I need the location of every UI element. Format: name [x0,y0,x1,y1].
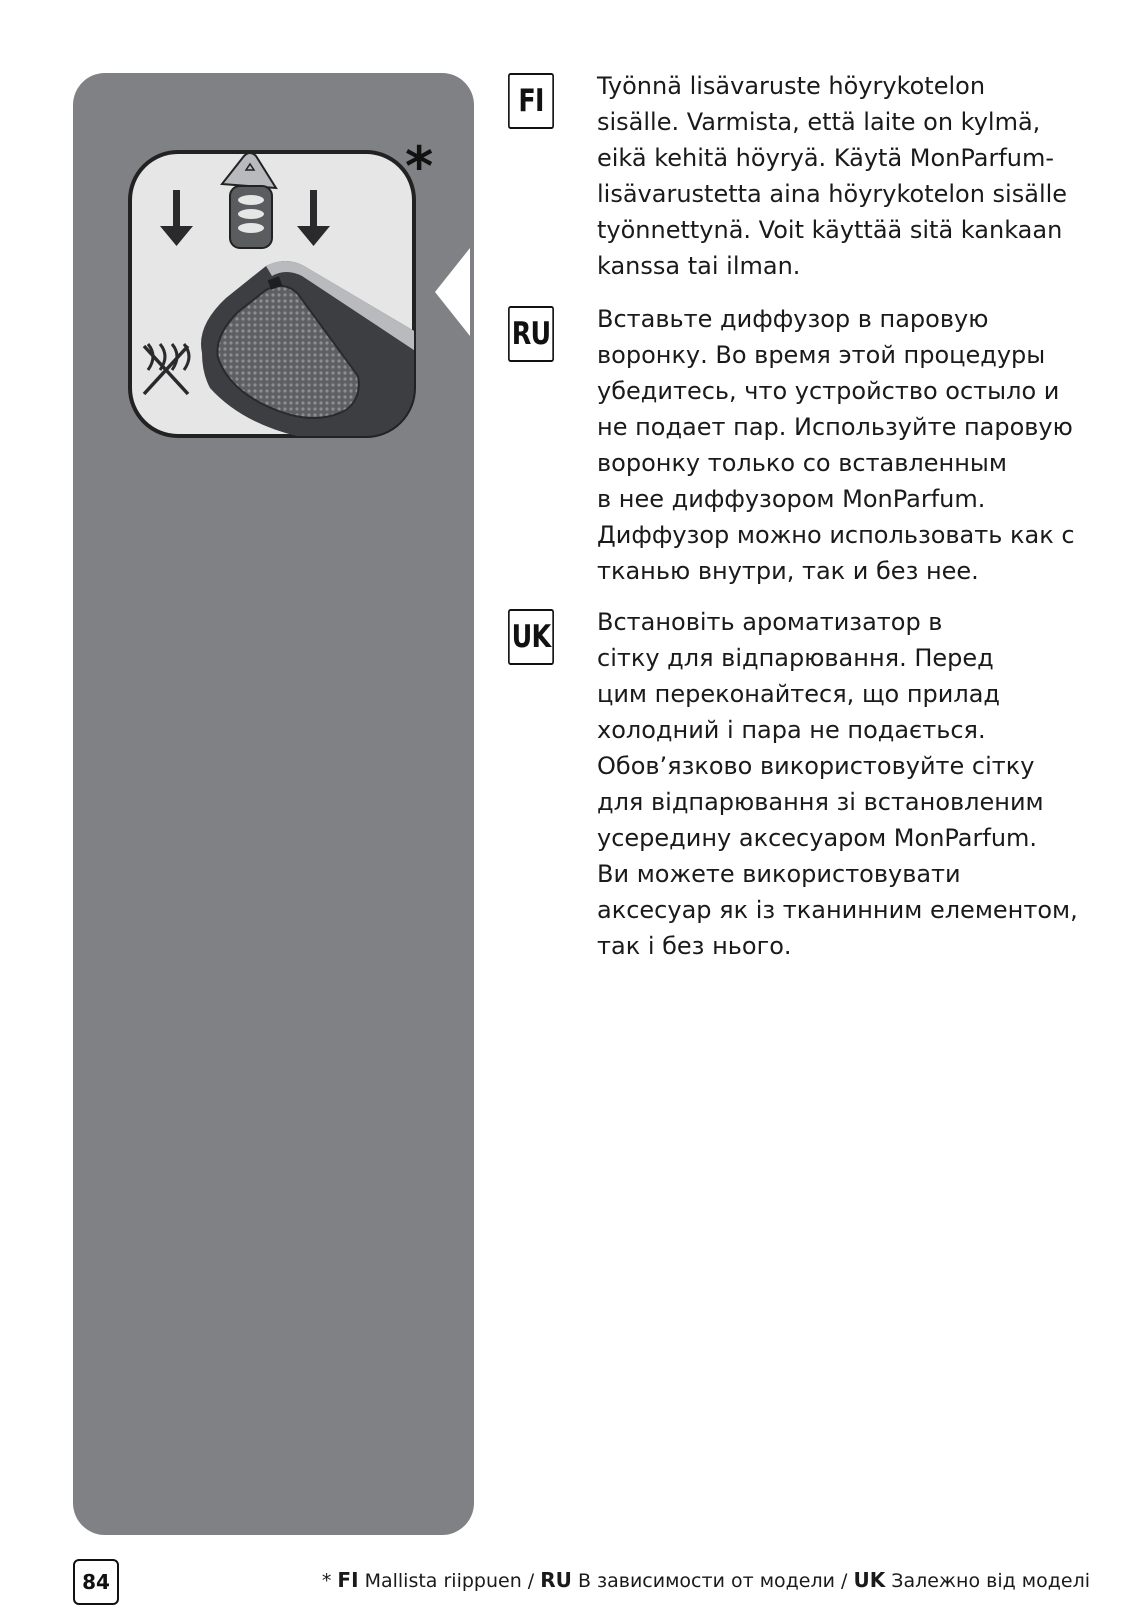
footnote-ru-text: В зависимости от модели [577,1570,835,1592]
footnote-ru-code: RU [540,1568,572,1592]
sidebar-pointer [435,248,470,336]
lang-badge-fi: FI [508,73,554,129]
asterisk-marker: * [405,135,434,198]
footnote-separator: / [527,1570,535,1592]
footnote-uk-text: Залежно від моделі [891,1570,1090,1592]
footnote-star: * [321,1570,332,1592]
footnote [322,1568,1090,1592]
instruction-ru: Вставьте диффузор в паровую воронку. Во время этой процедуры убедитесь, что устройство остыло и не подает пар. Используйте паровую воронку только со вставленным в нее диффузором MonParfum. Диффузор можно использовать как с тканью внутри, так и без нее. [597,305,1075,585]
footnote-separator: / [841,1570,848,1592]
illustration [126,148,418,440]
instruction-uk: Встановіть ароматизатор в сітку для відпарювання. Перед цим переконайтеся, що прилад холодний і пара не подається. Обов’язково використовуйте сітку для відпарювання зі встановленим усередину аксесуаром MonParfum. Ви можете використовувати аксесуар як із тканинним елементом, так і без нього. [597,608,1078,960]
footnote-fi-code: FI [337,1568,359,1592]
footnote-fi-text: Mallista riippuen [364,1570,522,1592]
instruction-fi: Työnnä lisävaruste höyrykotelon sisälle. Varmista, että laite on kylmä, eikä kehitä höyryä. Käytä MonParfum- lisävarustetta aina höyrykotelon sisälle työnnettynä. Voit käyttää sitä kankaan kanssa tai ilman. [597,72,1068,280]
page-number: 84 [73,1559,119,1605]
lang-badge-ru: RU [508,306,554,362]
lang-badge-uk: UK [508,609,554,665]
footnote-uk-code: UK [853,1568,886,1592]
